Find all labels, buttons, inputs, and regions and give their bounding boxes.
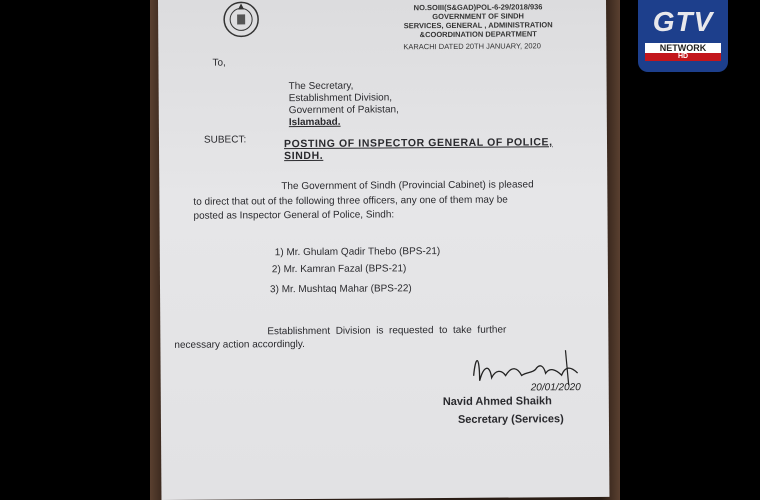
paragraph-line: necessary action accordingly. [174, 338, 305, 351]
logo-hd: HD [645, 53, 721, 61]
header-line: GOVERNMENT OF SINDH [432, 11, 524, 22]
letter-header [378, 2, 578, 39]
paragraph-line: to direct that out of the following three officers, any one of them may be [193, 194, 508, 208]
header-line: &COORDINATION DEPARTMENT [419, 29, 537, 40]
officer-item: 2) Mr. Kamran Fazal (BPS-21) [271, 263, 407, 276]
government-seal-icon [220, 0, 262, 40]
logo-network: NETWORK [645, 43, 721, 53]
letter-page [158, 0, 609, 500]
letter-date: KARACHI DATED 20TH JANUARY, 2020 [403, 41, 541, 52]
paragraph-line: posted as Inspector General of Police, Sindh: [193, 209, 395, 222]
address-line: Government of Pakistan, [288, 104, 399, 117]
reference-number: NO.SOIII(S&GAD)POL-6-29/2018/936 [413, 2, 543, 13]
subject-text [284, 136, 553, 162]
header-line: SERVICES, GENERAL , ADMINISTRATION [403, 20, 553, 31]
to-label: To, [212, 57, 226, 69]
signature-date: 20/01/2020 [530, 382, 581, 394]
signatory-name: Navid Ahmed Shaikh [442, 395, 552, 409]
paragraph-line: The Government of Sindh (Provincial Cabinet) is pleased [281, 179, 534, 193]
logo-brand: GTV [652, 6, 714, 37]
subject-label: SUBECT: [203, 134, 247, 146]
officer-item: 1) Mr. Ghulam Qadir Thebo (BPS-21) [274, 246, 441, 259]
paragraph-line: Establishment Division is requested to take further [267, 324, 507, 338]
signatory-title: Secretary (Services) [457, 413, 564, 426]
subject-line: POSTING OF INSPECTOR GENERAL OF POLICE, [283, 136, 553, 151]
address-line: Establishment Division, [288, 92, 393, 105]
gtv-network-logo [638, 0, 728, 72]
officer-item: 3) Mr. Mushtaq Mahar (BPS-22) [269, 283, 412, 296]
subject-line: SINDH. [284, 149, 324, 163]
address-block [289, 80, 399, 129]
address-line: The Secretary, [288, 80, 354, 93]
address-line: Islamabad. [288, 116, 341, 129]
